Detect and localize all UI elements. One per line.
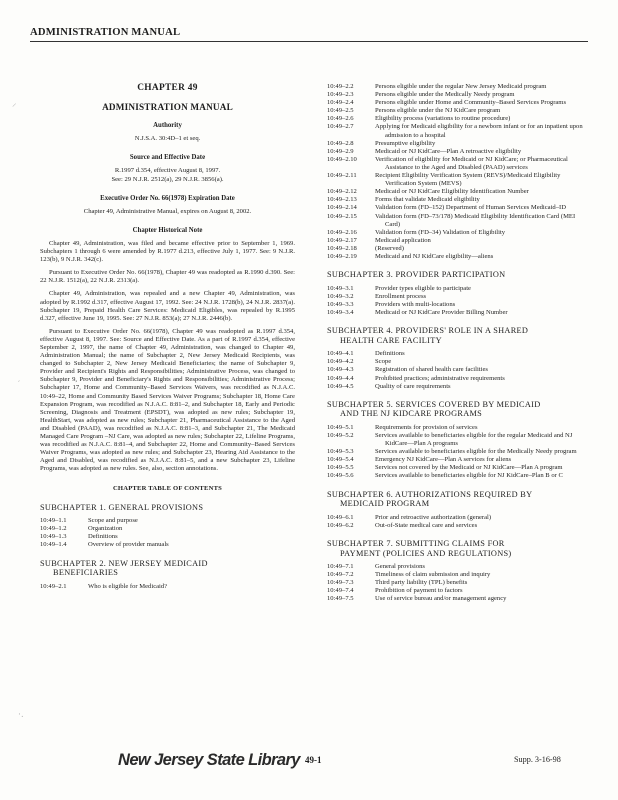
section-number: 10:49–1.4 bbox=[40, 541, 67, 549]
section-title: Scope bbox=[375, 358, 392, 366]
section-title: Definitions bbox=[88, 533, 118, 541]
subchapter-title: SUBCHAPTER 4. PROVIDERS' ROLE IN A SHARED bbox=[327, 326, 529, 336]
section-number: 10:49–3.3 bbox=[327, 300, 354, 308]
left-column bbox=[40, 83, 295, 591]
section-number: 10:49–2.5 bbox=[327, 107, 354, 115]
toc-entry bbox=[327, 514, 589, 522]
subchapter-title-cont: AND THE NJ KIDCARE PROGRAMS bbox=[340, 409, 483, 419]
section-number: 10:49–2.3 bbox=[327, 91, 354, 99]
section-title: Provider types eligible to participate bbox=[375, 284, 471, 292]
running-head: ADMINISTRATION MANUAL bbox=[30, 27, 181, 38]
section-number: 10:49–5.4 bbox=[327, 456, 354, 464]
section-title: Verification of eligibility for Medicaid or NJ KidCare; or Pharmaceutical Assistance to the Aged and Disabled (PAAD) services bbox=[375, 155, 568, 171]
section-number: 10:49–5.1 bbox=[327, 423, 354, 431]
section-number: 10:49–2.4 bbox=[327, 99, 354, 107]
toc-entry bbox=[327, 383, 589, 391]
toc-entry bbox=[327, 563, 589, 571]
section-number: 10:49–1.3 bbox=[40, 533, 67, 541]
section-title: Out-of-State medical care and services bbox=[375, 521, 478, 529]
toc-entry bbox=[327, 107, 589, 115]
section-number: 10:49–7.5 bbox=[327, 595, 354, 603]
chapter-name: ADMINISTRATION MANUAL bbox=[102, 102, 233, 113]
section-number: 10:49–5.6 bbox=[327, 472, 354, 480]
section-title: Use of service bureau and/or management agency bbox=[375, 595, 507, 603]
section-number: 10:49–2.16 bbox=[327, 228, 357, 236]
margin-tick-mark: ⸝ bbox=[12, 99, 17, 109]
section-number: 10:49–5.5 bbox=[327, 464, 354, 472]
section-title: Eligibility process (variations to routine procedure) bbox=[375, 115, 511, 123]
toc-entry bbox=[327, 253, 589, 261]
section-title: Quality of care requirements bbox=[375, 382, 451, 390]
section-title: Applying for Medicaid eligibility for a newborn infant or for an inpatient upon admission to a hospital bbox=[375, 123, 583, 139]
toc-entry bbox=[327, 204, 589, 212]
toc-entry bbox=[327, 587, 589, 595]
section-title: Definitions bbox=[375, 350, 405, 358]
section-title: Medicaid or NJ KidCare Eligibility Identification Number bbox=[375, 188, 529, 196]
subchapter-heading bbox=[327, 490, 589, 509]
toc-entry bbox=[40, 541, 295, 549]
subchapter-title: SUBCHAPTER 1. GENERAL PROVISIONS bbox=[40, 502, 204, 512]
right-toc bbox=[327, 270, 589, 604]
section-title: Medicaid or NJ KidCare—Plan A retroactive eligibility bbox=[375, 147, 522, 155]
toc-entry bbox=[327, 91, 589, 99]
history-paragraphs bbox=[40, 240, 295, 474]
section-title: Registration of shared health care facilities bbox=[375, 366, 488, 374]
section-number: 10:49–2.6 bbox=[327, 115, 354, 123]
section-number: 10:49–3.1 bbox=[327, 284, 354, 292]
toc-entry bbox=[327, 595, 589, 603]
section-title: Enrollment process bbox=[375, 292, 427, 300]
toc-entry bbox=[40, 583, 295, 591]
section-number: 10:49–2.10 bbox=[327, 155, 357, 163]
source-text bbox=[40, 167, 295, 183]
subchapter-title: SUBCHAPTER 7. SUBMITTING CLAIMS FOR bbox=[327, 538, 505, 548]
toc-entry bbox=[40, 517, 295, 525]
toc-entry bbox=[327, 432, 589, 448]
section-title: Services available to beneficiaries eligible for the regular Medicaid and NJ KidCare—Plan A programs bbox=[375, 431, 573, 448]
section-title: Providers with multi-locations bbox=[375, 300, 456, 308]
section-title: Forms that validate Medicaid eligibility bbox=[375, 196, 480, 204]
margin-tick-mark: ·. bbox=[18, 710, 24, 720]
section-title: Prior and retroactive authorization (general) bbox=[375, 513, 492, 521]
section-number: 10:49–2.9 bbox=[327, 147, 354, 155]
section-title: Services not covered by the Medicaid or NJ KidCare—Plan A program bbox=[375, 464, 563, 472]
subchapter-2-continued bbox=[327, 83, 589, 261]
section-number: 10:49–1.2 bbox=[40, 525, 67, 533]
section-title: Organization bbox=[88, 525, 123, 533]
toc-entry bbox=[327, 375, 589, 383]
section-title: Validation form (FD–34) Validation of Eligibility bbox=[375, 228, 506, 236]
toc-entry bbox=[327, 424, 589, 432]
section-title: Prohibition of payment to factors bbox=[375, 587, 463, 595]
subchapter-title: SUBCHAPTER 6. AUTHORIZATIONS REQUIRED BY bbox=[327, 489, 533, 499]
toc-entry bbox=[327, 448, 589, 456]
toc-entry bbox=[327, 237, 589, 245]
section-title: Emergency NJ KidCare—Plan A services for aliens bbox=[375, 456, 512, 464]
section-number: 10:49–2.17 bbox=[327, 236, 357, 244]
section-title: Requirements for provision of services bbox=[375, 423, 478, 431]
toc-entry bbox=[327, 309, 589, 317]
history-paragraph: Pursuant to Executive Order No. 66(1978), Chapter 49 was readopted as R.1990 d.390. See: 22 N.J.R. 1512(a), 22 N.J.R. 2313(a). bbox=[40, 269, 295, 285]
toc-entry bbox=[327, 464, 589, 472]
authority-text: N.J.S.A. 30:4D–1 et seq. bbox=[134, 135, 201, 143]
section-title: Validation form (FD–73/178) Medicaid Eligibility Identification Card (MEI Card) bbox=[375, 212, 576, 228]
toc-entry bbox=[327, 188, 589, 196]
toc-entry bbox=[327, 301, 589, 309]
subchapter-title: SUBCHAPTER 5. SERVICES COVERED BY MEDICAID bbox=[327, 399, 541, 409]
subchapter-heading bbox=[40, 503, 295, 513]
margin-tick-mark: ′ bbox=[18, 380, 21, 390]
section-number: 10:49–3.4 bbox=[327, 308, 354, 316]
chapter-label: CHAPTER 49 bbox=[137, 83, 198, 93]
toc-entry bbox=[327, 472, 589, 480]
toc-entry bbox=[327, 99, 589, 107]
section-title: Medicaid application bbox=[375, 236, 431, 244]
history-paragraph: Chapter 49, Administration, was repealed and a new Chapter 49, Administration, was adopted by R.1992 d.317, effective August 17, 1992. See: 24 N.J.R. 1728(b), 24 N.J.R. 2837(a). Subchapter 19, Prepaid Health Care Services: Medicaid Eligibles, was repealed by R.1995 d.327, effective June 19, 1995. See: 27 N.J.R. 853(a); 27 N.J.R. 2446(b). bbox=[40, 290, 295, 322]
subchapter-heading bbox=[327, 539, 589, 558]
expiration-heading: Executive Order No. 66(1978) Expiration Date bbox=[100, 194, 235, 202]
section-number: 10:49–2.11 bbox=[327, 172, 357, 180]
section-number: 10:49–4.4 bbox=[327, 374, 354, 382]
toc-entry bbox=[327, 140, 589, 148]
toc-entry bbox=[327, 571, 589, 579]
section-title: Timeliness of claim submission and inquiry bbox=[375, 571, 491, 579]
toc-entry bbox=[327, 172, 589, 188]
toc-entry bbox=[327, 213, 589, 229]
authority-heading: Authority bbox=[153, 122, 182, 130]
toc-entry bbox=[327, 522, 589, 530]
section-number: 10:49–4.1 bbox=[327, 350, 354, 358]
section-number: 10:49–2.12 bbox=[327, 188, 357, 196]
toc-heading: CHAPTER TABLE OF CONTENTS bbox=[112, 485, 223, 493]
section-title: Persons eligible under the regular New Jersey Medicaid program bbox=[375, 83, 547, 90]
section-title: Presumptive eligibility bbox=[375, 139, 436, 147]
subchapter-title-cont: BENEFICIARIES bbox=[53, 568, 119, 578]
section-number: 10:49–2.18 bbox=[327, 244, 357, 252]
history-paragraph: Pursuant to Executive Order No. 66(1978), Chapter 49 was readopted as R.1997 d.354, effective August 8, 1997. See: Source and Effective Date. As a part of R.1997 d.354, effective September 2, 1997, the name of Chapter 49, Administration, was changed to Chapter 49, Administration Manual; the name of Subchapter 2, New Jersey Medicaid Recipients, was changed to Subchapter 2, New Jersey Medicaid Beneficiaries; the name of Subchapter 9, Provider and Recipient's Rights and Responsibilities; Administrative Process, was changed to Subchapter 9, Provider and Beneficiary's Rights and Responsibilities; Administrative Process; Subchapter 17, Home and Community–Based Services Waivers, was recodified as N.J.A.C. 10:49–22, Home and Community Based Services Waiver Programs; Subchapter 18, Home Care Expansion Program, was recodified as N.J.A.C. 8:81–2, and Subchapter 18, Early and Periodic Screening, Diagnosis and Treatment (EPSDT), was adopted as new rules; Subchapter 19, HealthStart, was adopted as new rules; Subchapter 21, Pharmaceutical Assistance to the Aged and Disabled (PAAD), was recodified as N.J.A.C. 8:81–3, and Subchapter 21, The Medicaid Managed Care Program –NJ Care, was adopted as new rules; Subchapter 22, Lifeline Programs, was recodified as N.J.A.C. 8:81–4, and Subchapter 22, Home and Community–Based Services Waiver Programs, was adopted as new rules; and Subchapter 23, Hearing Aid Assistance to the Aged and Disabled, was recodified as N.J.A.C. 8:81–5, and a new Subchapter 23, Lifeline Programs, was adopted as new rules. See, also, section annotations. bbox=[40, 327, 295, 473]
toc-entry bbox=[327, 123, 589, 139]
section-title: Third party liability (TPL) benefits bbox=[375, 579, 468, 587]
section-title: General provisions bbox=[375, 563, 425, 571]
section-number: 10:49–2.13 bbox=[327, 196, 357, 204]
section-number: 10:49–6.2 bbox=[327, 521, 354, 529]
header-rule bbox=[30, 41, 588, 42]
subchapter-heading bbox=[327, 270, 589, 280]
section-number: 10:49–4.3 bbox=[327, 366, 354, 374]
section-number: 10:49–1.1 bbox=[40, 517, 67, 525]
section-title: Overview of provider manuals bbox=[88, 541, 169, 549]
section-title: Services available to beneficiaries eligible for the Medically Needy program bbox=[375, 448, 577, 456]
left-toc bbox=[40, 503, 295, 591]
section-title: Medicaid or NJ KidCare Provider Billing Number bbox=[375, 308, 508, 316]
source-heading: Source and Effective Date bbox=[129, 154, 206, 162]
library-stamp-logo: New Jersey State Library bbox=[118, 751, 300, 769]
toc-entry bbox=[327, 293, 589, 301]
right-column bbox=[327, 83, 589, 604]
section-number: 10:49–6.1 bbox=[327, 513, 354, 521]
subchapter-heading bbox=[327, 326, 589, 345]
section-number: 10:49–2.19 bbox=[327, 252, 357, 260]
section-number: 10:49–2.1 bbox=[40, 582, 67, 590]
subchapter-heading bbox=[327, 400, 589, 419]
toc-entry bbox=[327, 366, 589, 374]
history-paragraph: Chapter 49, Administration, was filed and became effective prior to September 1, 1969. Subchapters 1 through 6 were amended by R.1977 d.213, effective July 1, 1977. See: 9 N.J.R. 123(b), 9 N.J.R. 342(c). bbox=[40, 239, 295, 264]
section-number: 10:49–4.2 bbox=[327, 358, 354, 366]
toc-entry bbox=[327, 285, 589, 293]
section-number: 10:49–5.2 bbox=[327, 431, 354, 439]
section-title: (Reserved) bbox=[375, 244, 404, 252]
toc-entry bbox=[327, 156, 589, 172]
section-title: Persons eligible under the Medically Needy program bbox=[375, 91, 515, 99]
section-number: 10:49–3.2 bbox=[327, 292, 354, 300]
subchapter-title: SUBCHAPTER 2. NEW JERSEY MEDICAID bbox=[40, 558, 208, 568]
source-line: R.1997 d.354, effective August 8, 1997. bbox=[114, 167, 221, 175]
section-title: Recipient Eligibility Verification System (REVS)/Medicaid Eligibility Verification System (MEVS) bbox=[375, 172, 561, 188]
subchapter-title-cont: HEALTH CARE FACILITY bbox=[340, 335, 442, 345]
source-line: See: 29 N.J.R. 2512(a), 29 N.J.R. 3856(a). bbox=[111, 175, 224, 183]
section-title: Validation form (FD–152) Department of Human Services Medicaid–ID bbox=[375, 204, 566, 212]
page-number: 49-1 bbox=[305, 755, 322, 765]
section-number: 10:49–7.4 bbox=[327, 587, 354, 595]
subchapter-title: SUBCHAPTER 3. PROVIDER PARTICIPATION bbox=[327, 270, 506, 280]
toc-entry bbox=[327, 350, 589, 358]
toc-entry bbox=[327, 245, 589, 253]
subchapter-heading bbox=[40, 559, 295, 578]
toc-entry bbox=[327, 358, 589, 366]
toc-entry bbox=[40, 525, 295, 533]
section-title: Who is eligible for Medicaid? bbox=[88, 582, 168, 590]
section-number: 10:49–2.2 bbox=[327, 83, 354, 90]
section-number: 10:49–2.14 bbox=[327, 204, 357, 212]
section-number: 10:49–2.7 bbox=[327, 123, 354, 131]
subchapter-title-cont: MEDICAID PROGRAM bbox=[340, 499, 430, 509]
section-title: Services available to beneficiaries eligible for NJ KidCare–Plan B or C bbox=[375, 472, 563, 480]
toc-entry bbox=[327, 148, 589, 156]
toc-entry bbox=[327, 115, 589, 123]
toc-entry bbox=[327, 229, 589, 237]
toc-entry bbox=[327, 456, 589, 464]
section-number: 10:49–2.15 bbox=[327, 212, 357, 220]
section-number: 10:49–7.2 bbox=[327, 571, 354, 579]
toc-entry bbox=[327, 196, 589, 204]
toc-entry bbox=[327, 579, 589, 587]
section-number: 10:49–7.1 bbox=[327, 563, 354, 571]
toc-entry bbox=[40, 533, 295, 541]
subchapter-title-cont: PAYMENT (POLICIES AND REGULATIONS) bbox=[340, 548, 512, 558]
history-heading: Chapter Historical Note bbox=[132, 226, 203, 234]
section-title: Scope and purpose bbox=[88, 517, 138, 525]
section-number: 10:49–5.3 bbox=[327, 448, 354, 456]
section-number: 10:49–4.5 bbox=[327, 382, 354, 390]
section-title: Prohibited practices; administrative requirements bbox=[375, 374, 505, 382]
section-number: 10:49–7.3 bbox=[327, 579, 354, 587]
section-title: Persons eligible under the NJ KidCare program bbox=[375, 107, 501, 115]
toc-entry bbox=[327, 83, 589, 91]
section-number: 10:49–2.8 bbox=[327, 139, 354, 147]
section-title: Persons eligible under Home and Community–Based Services Programs bbox=[375, 99, 567, 107]
section-title: Medicaid and NJ KidCare eligibility—aliens bbox=[375, 252, 494, 260]
expiration-text: Chapter 49, Administrative Manual, expires on August 8, 2002. bbox=[83, 207, 252, 215]
supplement-date: Supp. 3-16-98 bbox=[514, 755, 561, 764]
